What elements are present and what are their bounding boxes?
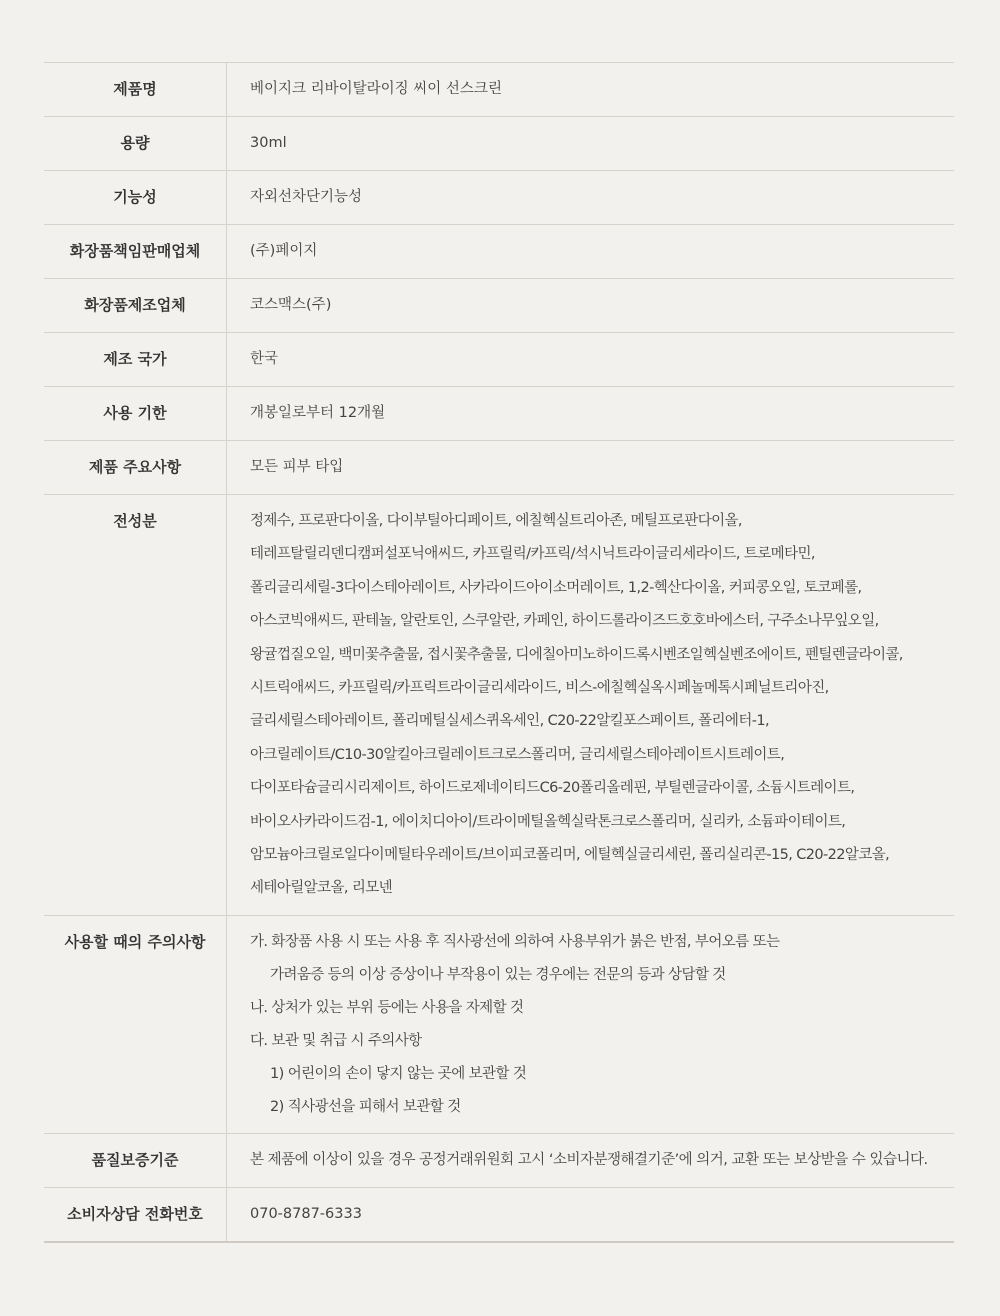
row-value: 개봉일로부터 12개월	[250, 405, 386, 421]
row-quality-standard	[44, 1134, 954, 1188]
row-label: 용량	[44, 117, 227, 170]
row-label: 제품명	[44, 63, 227, 116]
ingredients-line: 왕귤껍질오일, 백미꽃추출물, 접시꽃추출물, 디에칠아미노하이드록시벤조일헥실벤조에이트, 펜틸렌글라이콜,	[250, 646, 903, 663]
row-value: 베이지크 리바이탈라이징 씨이 선스크린	[250, 81, 502, 97]
caution-line: 1) 어린이의 손이 닿지 않는 곳에 보관할 것	[270, 1065, 527, 1082]
caution-line: 나. 상처가 있는 부위 등에는 사용을 자제할 것	[250, 999, 524, 1016]
row-ingredients	[44, 495, 954, 916]
row-label: 소비자상담 전화번호	[44, 1188, 227, 1241]
row-label: 품질보증기준	[44, 1134, 227, 1187]
row-manufacturer	[44, 279, 954, 333]
ingredients-line: 글리세릴스테아레이트, 폴리메틸실세스퀴옥세인, C20-22알킬포스페이트, 폴리에터-1,	[250, 713, 770, 730]
caution-line: 가려움증 등의 이상 증상이나 부작용이 있는 경우에는 전문의 등과 상담할 것	[270, 966, 726, 983]
ingredients-line: 테레프탈릴리덴디캠퍼설포닉애씨드, 카프릴릭/카프릭/석시닉트라이글리세라이드, 트로메타민,	[250, 546, 815, 563]
row-label: 사용 기한	[44, 387, 227, 440]
row-value: 30ml	[250, 135, 287, 151]
row-label: 화장품제조업체	[44, 279, 227, 332]
ingredients-line: 암모늄아크릴로일다이메틸타우레이트/브이피코폴리머, 에틸헥실글리세린, 폴리실리콘-15, C20-22알코올,	[250, 846, 890, 863]
row-caution	[44, 916, 954, 1134]
row-contact	[44, 1188, 954, 1243]
ingredients-list	[227, 495, 954, 915]
ingredients-line: 세테아릴알코올, 리모넨	[250, 880, 393, 897]
row-label: 전성분	[44, 495, 227, 915]
ingredients-line: 폴리글리세릴-3다이스테아레이트, 사카라이드아이소머레이트, 1,2-헥산다이올, 커피콩오일, 토코페롤,	[250, 579, 862, 596]
product-info-table	[44, 62, 954, 1243]
ingredients-line: 시트릭애씨드, 카프릴릭/카프릭트라이글리세라이드, 비스-에칠헥실옥시페놀메톡시페닐트리아진,	[250, 679, 829, 696]
row-value: 코스맥스(주)	[250, 297, 332, 313]
phone-number: 070-8787-6333	[250, 1205, 362, 1222]
caution-line: 가. 화장품 사용 시 또는 사용 후 직사광선에 의하여 사용부위가 붉은 반점, 부어오름 또는	[250, 933, 780, 950]
row-distributor	[44, 225, 954, 279]
ingredients-line: 아크릴레이트/C10-30알킬아크릴레이트크로스폴리머, 글리세릴스테아레이트시트레이트,	[250, 746, 785, 763]
row-label: 제조 국가	[44, 333, 227, 386]
caution-line: 2) 직사광선을 피해서 보관할 것	[270, 1098, 461, 1115]
ingredients-line: 다이포타슘글리시리제이트, 하이드로제네이티드C6-20폴리올레핀, 부틸렌글라이콜, 소듐시트레이트,	[250, 780, 855, 797]
row-value: 자외선차단기능성	[250, 189, 363, 205]
row-value: 한국	[250, 351, 279, 367]
row-label: 제품 주요사항	[44, 441, 227, 494]
row-key-notes	[44, 441, 954, 495]
row-function	[44, 171, 954, 225]
row-label: 기능성	[44, 171, 227, 224]
ingredients-line: 정제수, 프로판다이올, 다이부틸아디페이트, 에칠헥실트리아존, 메틸프로판다이올,	[250, 513, 742, 529]
row-country	[44, 333, 954, 387]
row-product-name	[44, 63, 954, 117]
caution-line: 다. 보관 및 취급 시 주의사항	[250, 1032, 422, 1049]
row-label: 화장품책임판매업체	[44, 225, 227, 278]
ingredients-line: 바이오사카라이드검-1, 에이치디아이/트라이메틸올헥실락톤크로스폴리머, 실리카, 소듐파이테이트,	[250, 813, 846, 830]
row-value: 모든 피부 타입	[250, 459, 344, 475]
caution-list	[227, 916, 954, 1133]
row-value: 본 제품에 이상이 있을 경우 공정거래위원회 고시 ‘소비자분쟁해결기준’에 의거, 교환 또는 보상받을 수 있습니다.	[250, 1151, 928, 1168]
row-value: (주)페이지	[250, 243, 318, 259]
row-expiry	[44, 387, 954, 441]
row-volume	[44, 117, 954, 171]
row-label: 사용할 때의 주의사항	[44, 916, 227, 1133]
ingredients-line: 아스코빅애씨드, 판테놀, 알란토인, 스쿠알란, 카페인, 하이드롤라이즈드호호바에스터, 구주소나무잎오일,	[250, 613, 879, 630]
